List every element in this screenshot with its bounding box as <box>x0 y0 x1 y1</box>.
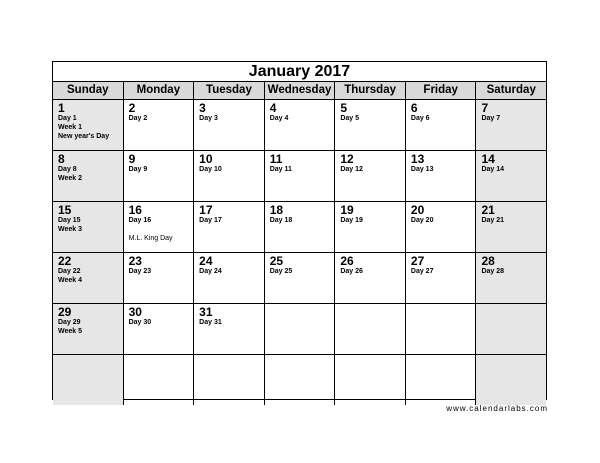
day-of-year: Day 12 <box>340 166 363 173</box>
day-of-year: Day 25 <box>269 268 293 275</box>
day-cell[interactable] <box>265 253 336 303</box>
week-number: Week 1 <box>58 124 82 131</box>
day-number: 5 <box>340 101 347 115</box>
day-of-year: Day 23 <box>128 268 152 275</box>
day-number: 21 <box>481 203 495 217</box>
day-cell[interactable] <box>194 151 265 201</box>
week-number: Week 3 <box>58 226 82 233</box>
day-number: 3 <box>199 101 206 115</box>
day-of-year: Day 21 <box>481 217 505 224</box>
day-cell[interactable] <box>335 304 406 354</box>
day-cell[interactable] <box>194 100 265 150</box>
day-number: 18 <box>269 203 284 217</box>
day-cell[interactable] <box>53 151 124 201</box>
day-cell[interactable] <box>476 304 546 354</box>
day-number: 17 <box>199 203 213 217</box>
day-cell[interactable] <box>335 253 406 303</box>
day-number: 6 <box>410 101 418 115</box>
holiday-label: M.L. King Day <box>128 235 173 242</box>
day-cell[interactable] <box>476 253 546 303</box>
day-cell[interactable] <box>476 202 546 252</box>
day-cell[interactable] <box>194 202 265 252</box>
day-cell[interactable] <box>335 100 406 150</box>
day-of-year: Day 28 <box>481 268 505 275</box>
weekday-header-row <box>53 82 546 100</box>
day-of-year: Day 2 <box>128 115 148 122</box>
day-cell[interactable] <box>194 355 265 405</box>
day-number: 16 <box>128 203 142 217</box>
day-of-year: Day 16 <box>128 217 152 224</box>
day-of-year: Day 30 <box>128 319 152 326</box>
day-of-year: Day 7 <box>481 115 501 122</box>
day-of-year: Day 4 <box>269 115 289 122</box>
day-cell[interactable] <box>194 304 265 354</box>
day-number: 4 <box>269 101 277 115</box>
day-cell[interactable] <box>265 304 336 354</box>
day-of-year: Day 26 <box>340 268 363 275</box>
day-of-year: Day 15 <box>58 217 81 224</box>
day-number: 24 <box>199 254 213 268</box>
calendar-grid <box>53 100 546 405</box>
day-cell[interactable] <box>476 100 546 150</box>
day-number: 29 <box>58 305 72 319</box>
footer-website[interactable]: www.calendarlabs.com <box>446 404 548 413</box>
day-cell[interactable] <box>476 355 546 405</box>
day-number: 25 <box>269 254 284 268</box>
week-number: Week 2 <box>58 175 82 182</box>
day-cell[interactable] <box>124 100 195 150</box>
day-number: 10 <box>199 152 213 166</box>
day-number: 15 <box>58 203 72 217</box>
day-cell[interactable] <box>53 304 124 354</box>
weekday-tuesday: Tuesday <box>194 82 265 99</box>
week-row <box>53 100 546 151</box>
weekday-monday: Monday <box>124 82 195 99</box>
day-number: 23 <box>128 254 142 268</box>
day-cell[interactable] <box>53 202 124 252</box>
day-cell[interactable] <box>194 253 265 303</box>
day-cell[interactable] <box>406 100 477 150</box>
day-number: 30 <box>128 305 142 319</box>
day-number: 26 <box>340 254 354 268</box>
day-number: 7 <box>481 101 489 115</box>
day-number: 12 <box>340 152 354 166</box>
day-cell[interactable] <box>53 253 124 303</box>
day-cell[interactable] <box>53 355 124 405</box>
day-cell[interactable] <box>406 151 477 201</box>
day-cell[interactable] <box>406 355 477 405</box>
week-number: Week 4 <box>58 277 82 284</box>
day-number: 9 <box>128 152 136 166</box>
calendar <box>52 61 547 400</box>
day-cell[interactable] <box>265 355 336 405</box>
day-of-year: Day 31 <box>199 319 222 326</box>
day-number: 8 <box>58 152 65 166</box>
holiday-label: New year's Day <box>58 133 110 140</box>
day-of-year: Day 3 <box>199 115 218 122</box>
day-number: 19 <box>340 203 354 217</box>
day-number: 11 <box>269 152 283 166</box>
day-cell[interactable] <box>124 253 195 303</box>
day-cell[interactable] <box>335 355 406 405</box>
day-of-year: Day 1 <box>58 115 77 122</box>
day-cell[interactable] <box>406 202 477 252</box>
day-number: 28 <box>481 254 495 268</box>
day-number: 31 <box>199 305 213 319</box>
day-cell[interactable] <box>476 151 546 201</box>
day-of-year: Day 9 <box>128 166 148 173</box>
day-cell[interactable] <box>335 202 406 252</box>
day-of-year: Day 8 <box>58 166 77 173</box>
day-cell[interactable] <box>406 253 477 303</box>
week-row <box>53 253 546 304</box>
day-cell[interactable] <box>265 100 336 150</box>
day-cell[interactable] <box>124 202 195 252</box>
weekday-sunday: Sunday <box>53 82 124 99</box>
weekday-thursday: Thursday <box>335 82 406 99</box>
day-of-year: Day 11 <box>269 166 292 173</box>
day-number: 14 <box>481 152 495 166</box>
day-of-year: Day 22 <box>58 268 81 275</box>
week-row <box>53 304 546 355</box>
calendar-title: January 2017 <box>53 62 546 82</box>
day-cell[interactable] <box>335 151 406 201</box>
day-cell[interactable] <box>265 202 336 252</box>
day-number: 27 <box>410 254 425 268</box>
day-cell[interactable] <box>124 151 195 201</box>
weekday-wednesday: Wednesday <box>265 82 336 99</box>
day-of-year: Day 13 <box>410 166 434 173</box>
week-row <box>53 151 546 202</box>
day-of-year: Day 5 <box>340 115 359 122</box>
day-number: 20 <box>410 203 425 217</box>
day-number: 2 <box>128 101 136 115</box>
day-of-year: Day 29 <box>58 319 81 326</box>
day-of-year: Day 14 <box>481 166 505 173</box>
day-number: 22 <box>58 254 72 268</box>
day-of-year: Day 19 <box>340 217 363 224</box>
day-number: 1 <box>58 101 65 115</box>
day-of-year: Day 27 <box>410 268 434 275</box>
day-of-year: Day 20 <box>410 217 434 224</box>
day-cell[interactable] <box>265 151 336 201</box>
day-of-year: Day 6 <box>410 115 430 122</box>
day-cell[interactable] <box>53 100 124 150</box>
day-of-year: Day 10 <box>199 166 222 173</box>
day-cell[interactable] <box>124 355 195 405</box>
week-row <box>53 355 546 405</box>
weekday-friday: Friday <box>406 82 477 99</box>
day-cell[interactable] <box>406 304 477 354</box>
day-number: 13 <box>410 152 425 166</box>
day-of-year: Day 18 <box>269 217 293 224</box>
day-of-year: Day 17 <box>199 217 222 224</box>
week-row <box>53 202 546 253</box>
day-cell[interactable] <box>124 304 195 354</box>
day-of-year: Day 24 <box>199 268 222 275</box>
weekday-saturday: Saturday <box>486 84 536 96</box>
week-number: Week 5 <box>58 328 82 335</box>
